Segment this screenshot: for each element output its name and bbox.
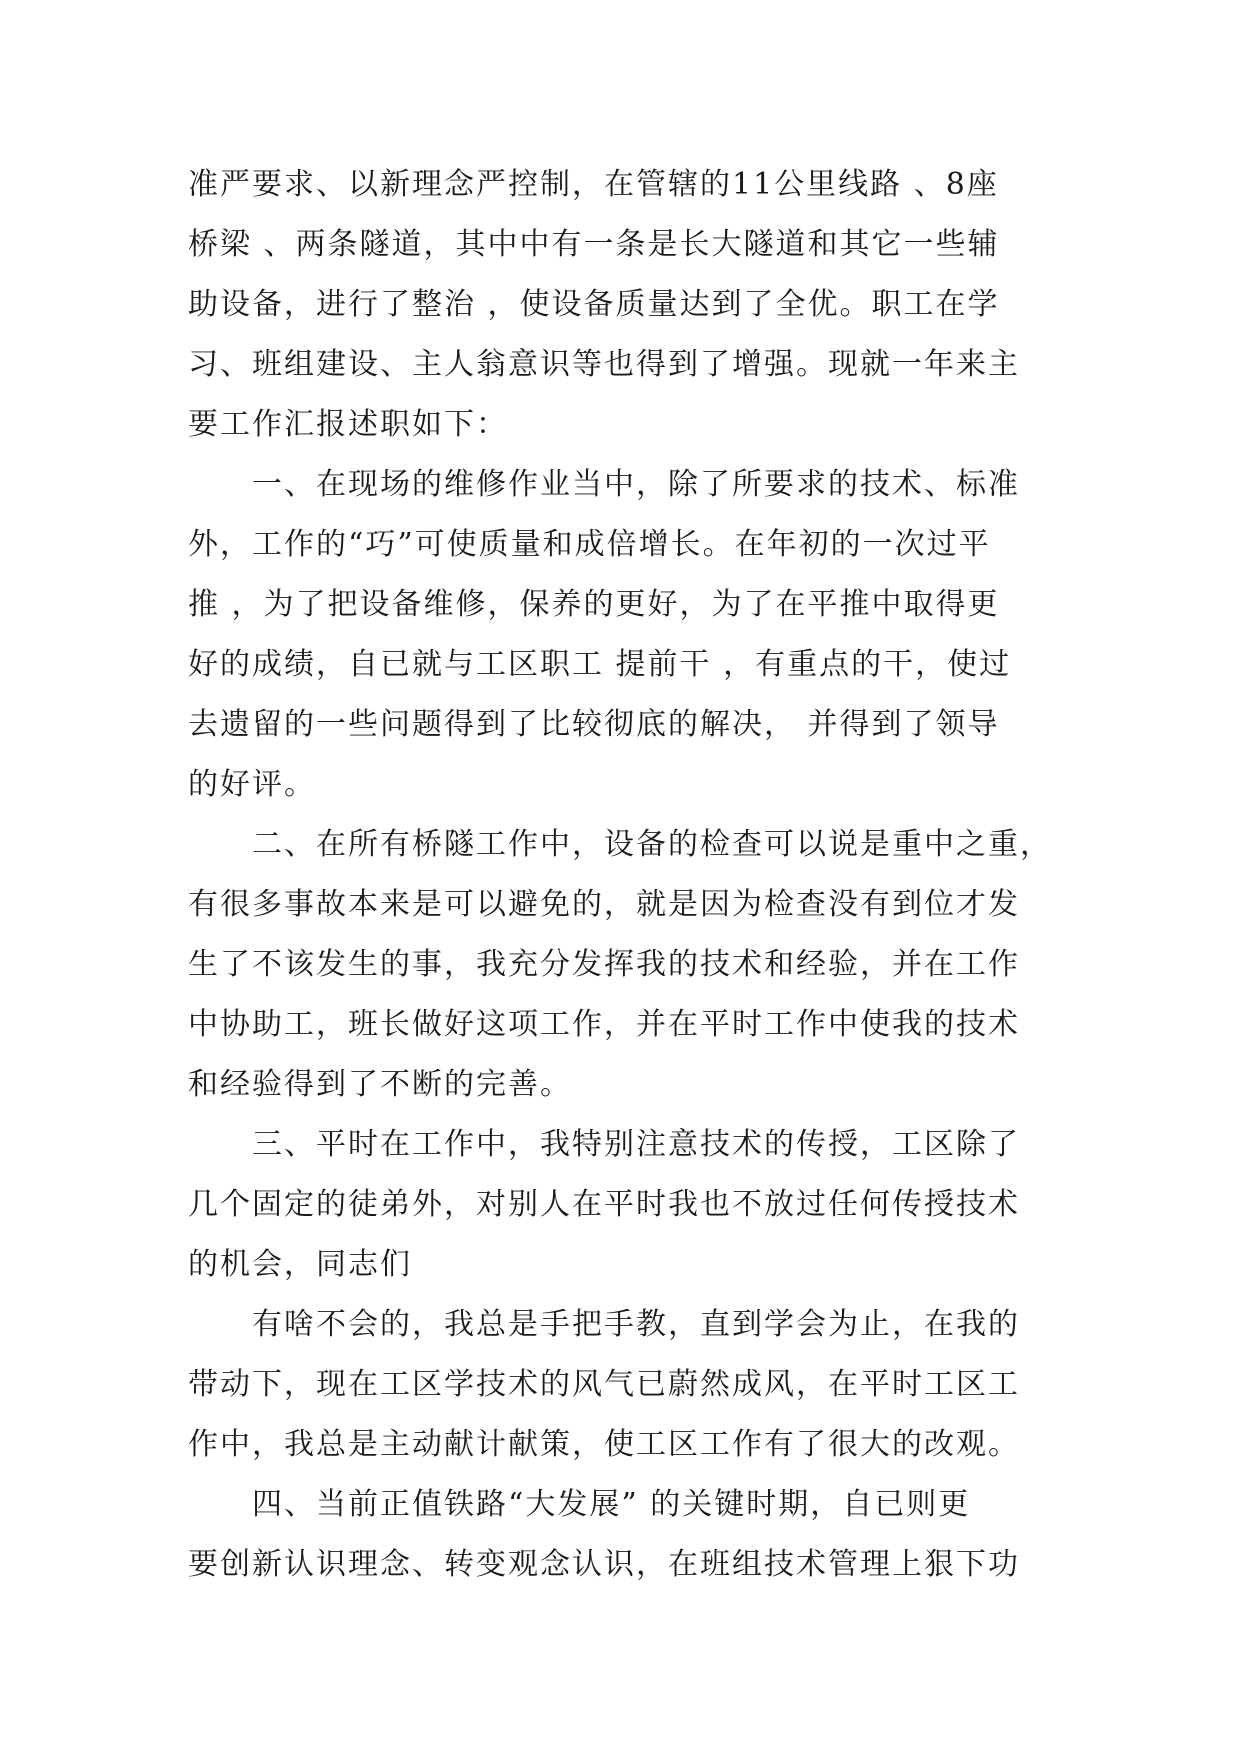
paragraph-first-line: 一、在现场的维修作业当中，除了所要求的技术、标准 [252,467,1020,502]
text-line: 推 ，为了把设备维修，保养的更好，为了在平推中取得更 [188,587,1000,622]
text-line: 准严要求、以新理念严控制，在管辖的11公里线路 、8座 [188,167,999,202]
text-line: 带动下，现在工区学技术的风气已蔚然成风，在平时工区工 [188,1367,1020,1402]
text-line: 作中，我总是主动献计献策，使工区工作有了很大的改观。 [188,1427,1020,1462]
text-line: 外，工作的“巧”可使质量和成倍增长。在年初的一次过平 [188,527,991,562]
text-line: 的好评。 [188,767,316,802]
text-line: 和经验得到了不断的完善。 [188,1067,572,1102]
text-line: 助设备，进行了整治 ，使设备质量达到了全优。职工在学 [188,287,1000,322]
text-line: 要工作汇报述职如下： [188,407,508,442]
text-line: 有很多事故本来是可以避免的，就是因为检查没有到位才发 [188,887,1020,922]
text-line: 桥梁 、两条隧道，其中中有一条是长大隧道和其它一些辅 [188,227,1000,262]
text-line: 中协助工，班长做好这项工作，并在平时工作中使我的技术 [188,1007,1020,1042]
paragraph-first-line: 二、在所有桥隧工作中，设备的检查可以说是重中之重， [252,827,1052,862]
text-line: 几个固定的徒弟外，对别人在平时我也不放过任何传授技术 [188,1187,1020,1222]
document-body [188,155,1068,1595]
text-line: 习、班组建设、主人翁意识等也得到了增强。现就一年来主 [188,347,1020,382]
text-line: 的机会，同志们 [188,1247,412,1282]
text-line: 去遗留的一些问题得到了比较彻底的解决， 并得到了领导 [188,707,1000,742]
text-line: 好的成绩，自已就与工区职工 提前干 ，有重点的干，使过 [188,647,1012,682]
paragraph-first-line: 有啥不会的，我总是手把手教，直到学会为止，在我的 [252,1307,1020,1342]
text-line: 生了不该发生的事，我充分发挥我的技术和经验，并在工作 [188,947,1020,982]
paragraph-first-line: 四、当前正值铁路“大发展” 的关键时期，自已则更 [252,1487,971,1522]
paragraph-first-line: 三、平时在工作中，我特别注意技术的传授，工区除了 [252,1127,1020,1162]
text-line: 要创新认识理念、转变观念认识，在班组技术管理上狠下功 [188,1547,1020,1582]
